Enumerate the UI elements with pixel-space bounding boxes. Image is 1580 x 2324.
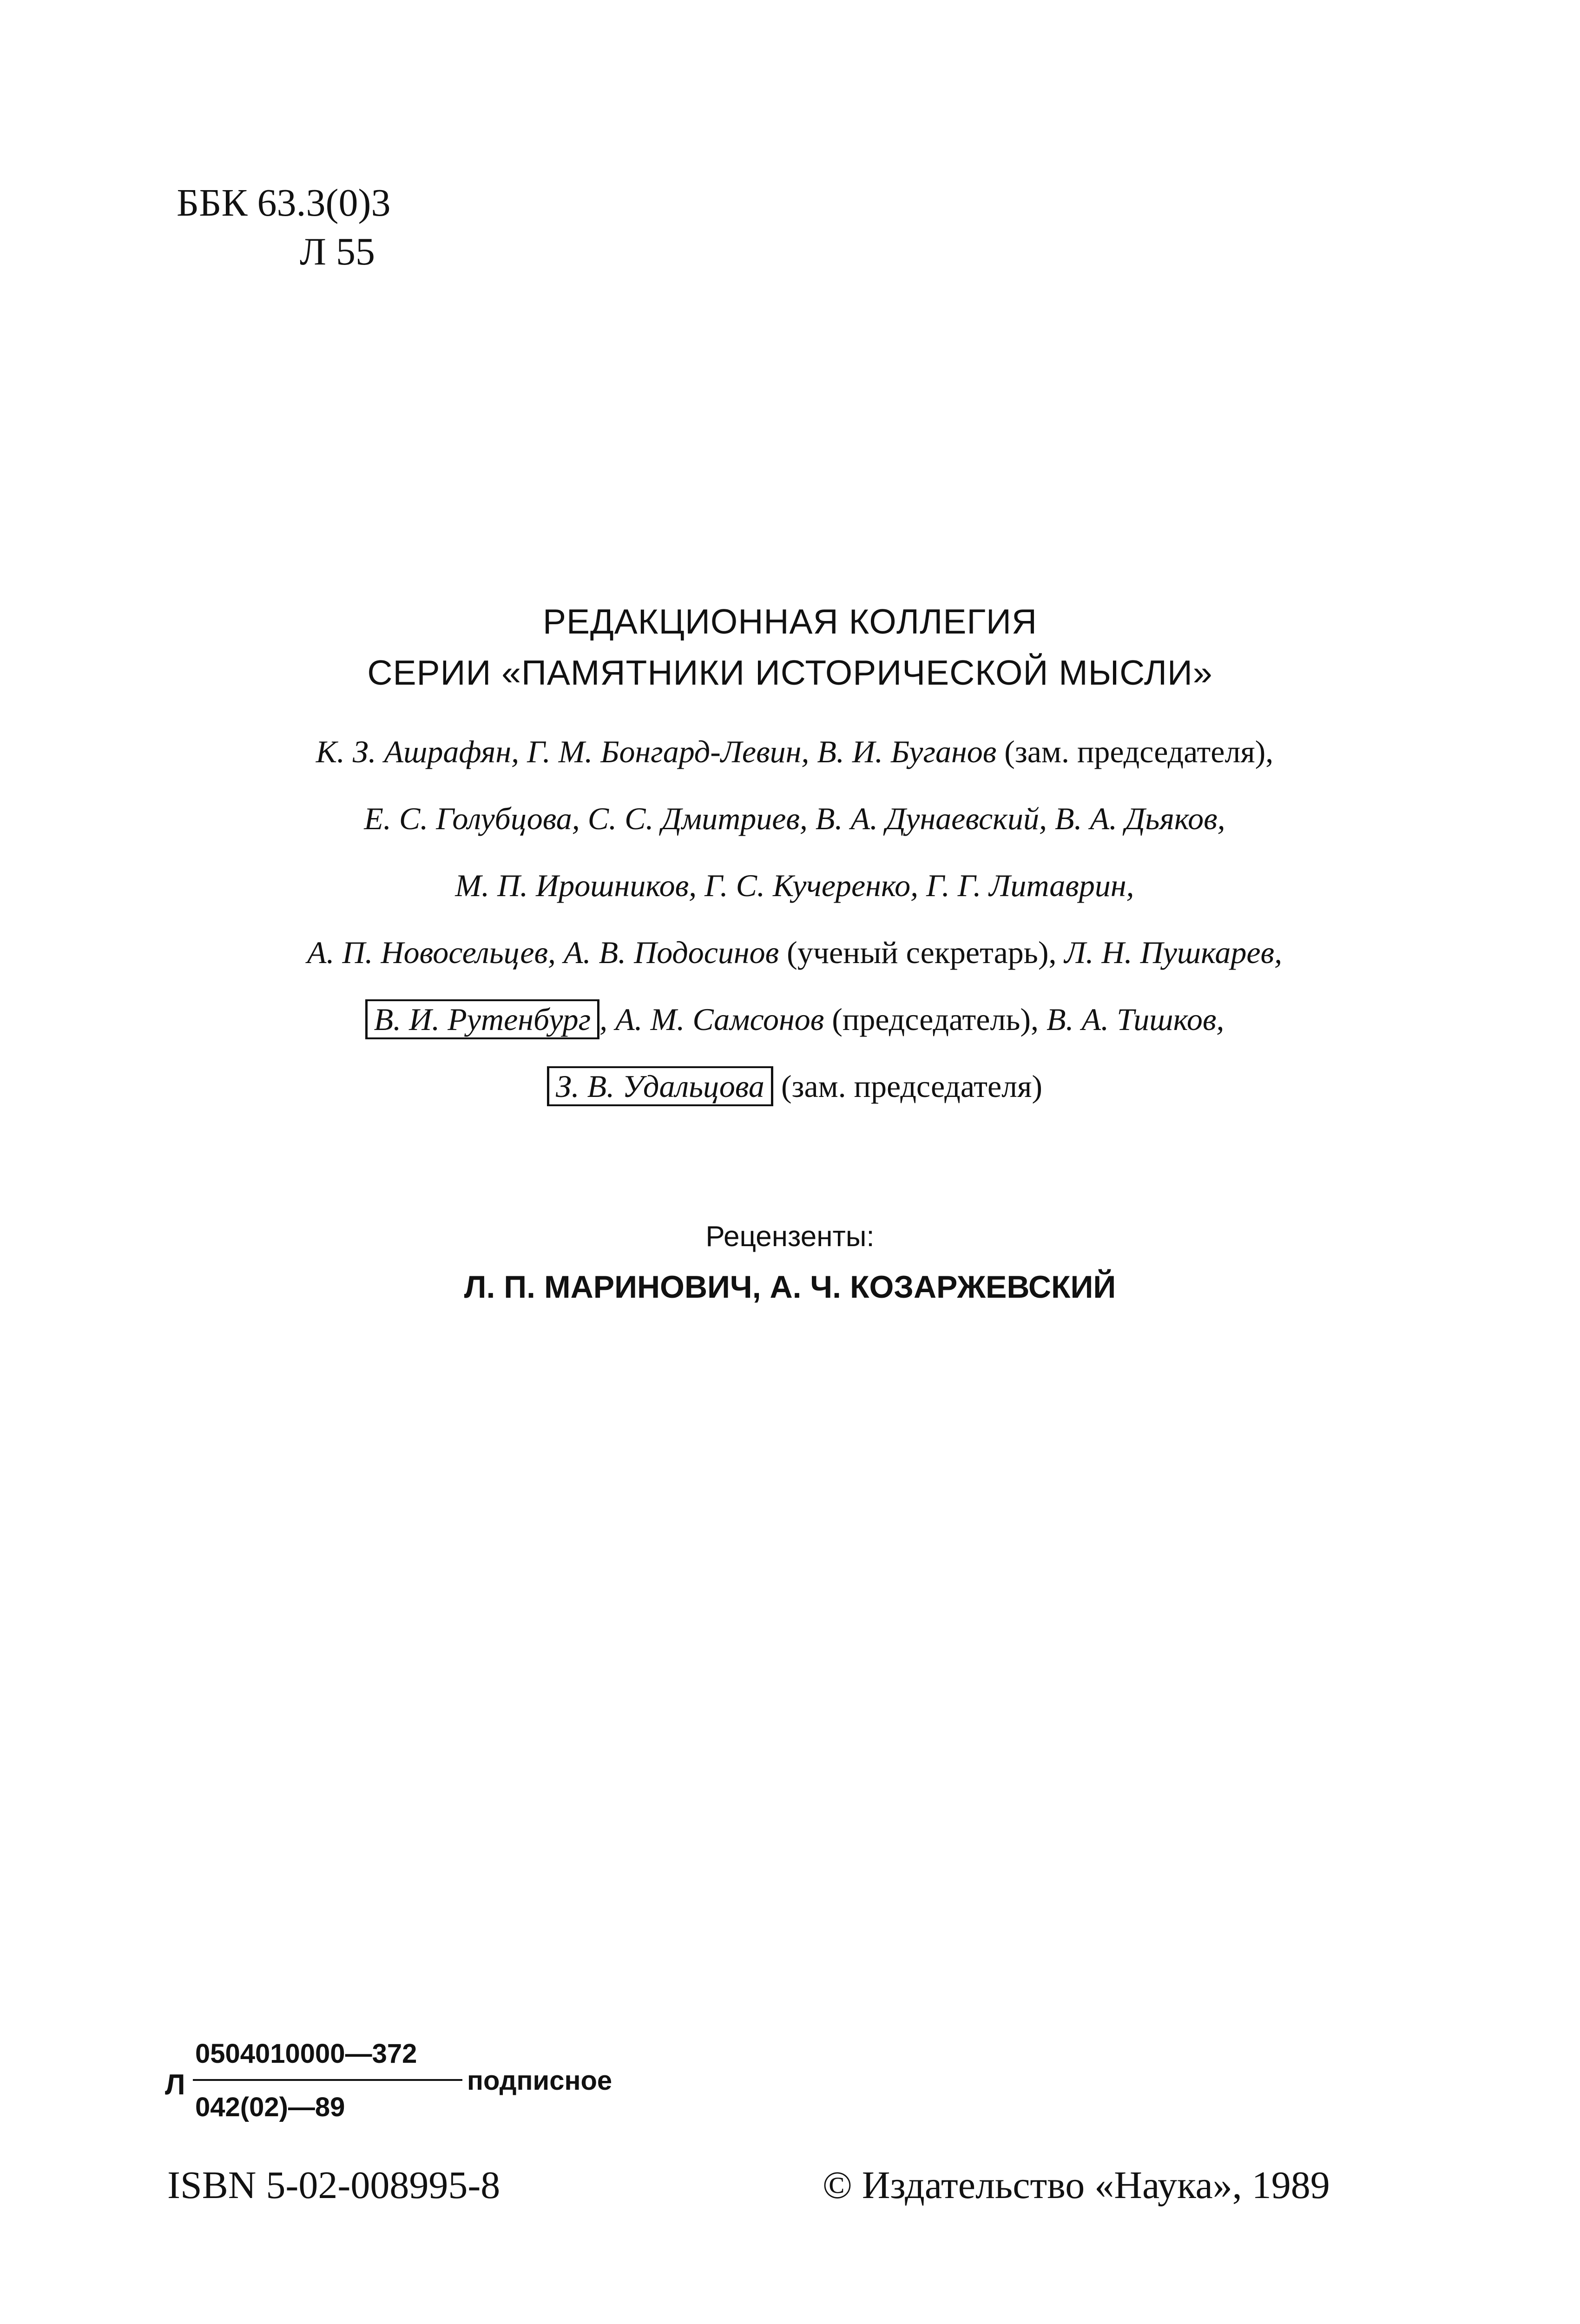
- member-names: А. П. Новосельцев, А. В. Подосинов: [307, 935, 779, 970]
- publication-code-denominator: 042(02)—89: [195, 2092, 345, 2122]
- member-names: В. А. Тишков,: [1047, 1002, 1224, 1037]
- publication-code-fraction-bar: [193, 2079, 462, 2081]
- member-names: Л. Н. Пушкарев,: [1064, 935, 1283, 970]
- publication-code-numerator: 0504010000—372: [195, 2039, 417, 2069]
- bbk-author-mark: Л 55: [300, 230, 375, 273]
- copyright-notice: © Издательство «Наука», 1989: [823, 2164, 1330, 2207]
- deceased-member-box: З. В. Удальцова: [547, 1066, 773, 1106]
- members-line-5: [167, 986, 1422, 1053]
- members-line-1: [167, 718, 1422, 785]
- member-names: , А. М. Самсонов: [599, 1002, 824, 1037]
- member-names: К. З. Ашрафян, Г. М. Бонгард-Левин, В. И. Буганов: [316, 734, 997, 769]
- board-members: [167, 718, 1422, 1120]
- reviewers-label: Рецензенты:: [705, 1221, 875, 1253]
- bbk-code: ББК 63.3(0)3: [177, 181, 391, 224]
- publication-code-letter: Л: [165, 2069, 185, 2101]
- members-line-4: [167, 919, 1422, 986]
- reviewers-names: Л. П. МАРИНОВИЧ, А. Ч. КОЗАРЖЕВСКИЙ: [464, 1269, 1116, 1305]
- subscription-label: подписное: [467, 2066, 612, 2096]
- isbn: ISBN 5-02-008995-8: [167, 2164, 500, 2207]
- series-title: СЕРИИ «ПАМЯТНИКИ ИСТОРИЧЕСКОЙ МЫСЛИ»: [367, 653, 1213, 692]
- deceased-member-box: В. И. Рутенбург: [365, 999, 600, 1039]
- board-title: РЕДАКЦИОННАЯ КОЛЛЕГИЯ: [542, 602, 1038, 641]
- member-role: (ученый секретарь),: [779, 935, 1065, 970]
- members-line-2: [167, 785, 1422, 852]
- members-line-6: [167, 1053, 1422, 1120]
- member-role: (зам. председателя),: [996, 734, 1274, 769]
- member-role: (председатель),: [824, 1002, 1047, 1037]
- member-names: Е. С. Голубцова, С. С. Дмитриев, В. А. Дунаевский, В. А. Дьяков,: [364, 801, 1225, 836]
- member-role: (зам. председателя): [773, 1069, 1042, 1104]
- member-names: М. П. Ирошников, Г. С. Кучеренко, Г. Г. Литаврин,: [455, 868, 1134, 903]
- members-line-3: [167, 852, 1422, 919]
